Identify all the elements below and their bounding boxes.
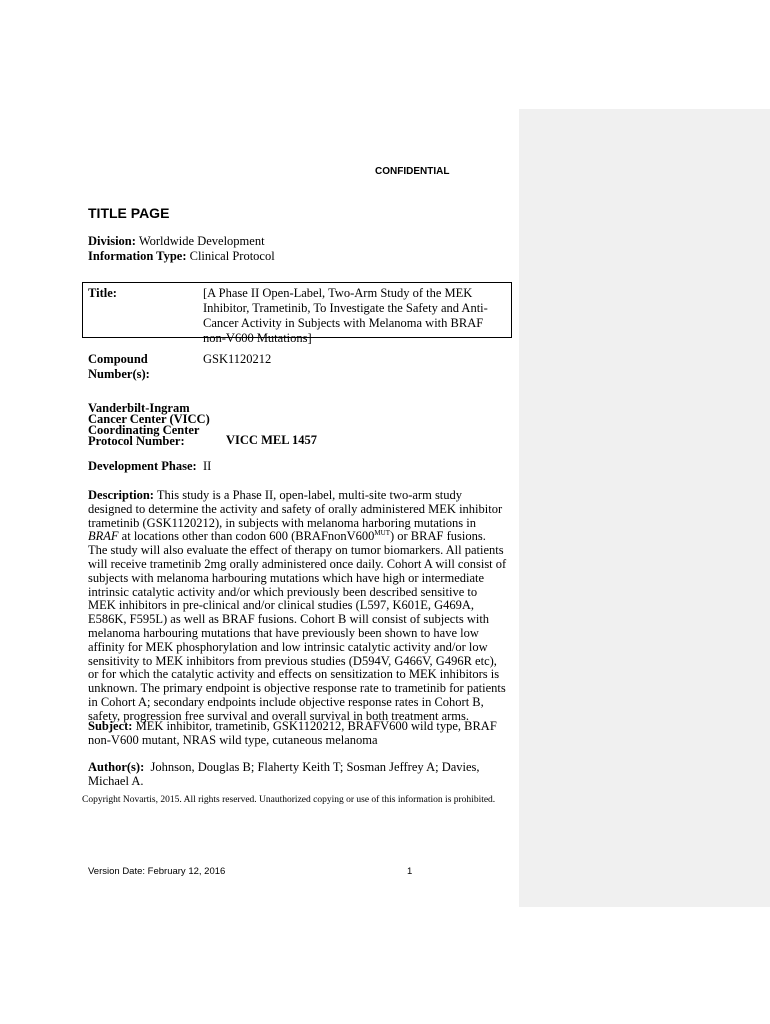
subject-value: MEK inhibitor, trametinib, GSK1120212, BRAFV600 wild type, BRAF non-V600 mutant, NRAS wild type, cutaneous melanoma [88, 719, 497, 747]
page-number: 1 [407, 866, 413, 877]
division-value: Worldwide Development [138, 234, 265, 248]
development-phase-label: Development Phase: [88, 459, 197, 473]
authors-paragraph [88, 761, 508, 789]
description-superscript: MUT [374, 529, 390, 538]
compound-value: GSK1120212 [203, 352, 272, 366]
information-type-value: Clinical Protocol [189, 249, 275, 263]
subject-paragraph [88, 720, 508, 748]
description-paragraph [88, 489, 508, 724]
description-label: Description: [88, 488, 154, 502]
comment-pane [519, 109, 770, 907]
version-date: Version Date: February 12, 2016 [88, 866, 226, 877]
page-title: TITLE PAGE [88, 205, 170, 221]
division-line [88, 234, 265, 249]
protocol-number-value: VICC MEL 1457 [226, 433, 317, 447]
information-type-line [88, 249, 275, 264]
development-phase-value: II [203, 459, 212, 473]
description-text-1: This study is a Phase II, open-label, multi-site two-arm study designed to determine the activity and safety of orally administered MEK inhibitor trametinib (GSK1120212), in subjects with melanoma harboring mutations in [88, 488, 503, 530]
division-label: Division: [88, 234, 136, 248]
study-title: [A Phase II Open-Label, Two-Arm Study of the MEK Inhibitor, Trametinib, To Investigate the Safety and Anti-Cancer Activity in Subjects with Melanoma with BRAF non-V600 Mutations] [203, 286, 488, 345]
information-type-label: Information Type: [88, 249, 187, 263]
copyright-notice: Copyright Novartis, 2015. All rights reserved. Unauthorized copying or use of this information is prohibited. [82, 795, 496, 805]
compound-label: Compound Number(s): [88, 352, 150, 381]
title-label: Title: [88, 286, 117, 300]
description-text-2: at locations other than codon 600 (BRAFnonV600 [118, 529, 375, 544]
protocol-number-label: Vanderbilt-Ingram Cancer Center (VICC) Coordinating Center Protocol Number: [88, 401, 210, 448]
authors-label: Author(s): [88, 760, 145, 774]
description-gene-italic: BRAF [88, 529, 119, 544]
authors-value: Johnson, Douglas B; Flaherty Keith T; Sosman Jeffrey A; Davies, Michael A. [88, 760, 480, 788]
confidential-label: CONFIDENTIAL [375, 166, 450, 177]
description-text-3: ) or BRAF fusions. The study will also evaluate the effect of therapy on tumor biomarkers. All patients will receive trametinib 2mg orally administered once daily. Cohort A will consist of subjects with melanoma harbouring mutations which have high or intermediate intrinsic catalytic activity and/or which previously been described sensitive to MEK inhibitors in pre-clinical and/or clinical studies (L597, K601E, G469A, E586K, F595L) as well as BRAF fusions. Cohort B will consist of subjects with melanoma harbouring mutations that have previously been shown to have low affinity for MEK phosphorylation and low intrinsic catalytic activity and/or low sensitivity to MEK inhibitors from previous studies (D594V, G466V, G496R etc), or for which the catalytic activity and effects on sensitization to MEK inhibitors is unknown. The primary endpoint is objective response rate to trametinib for patients in Cohort A; secondary endpoints include objective response rates in Cohort B, safety, progression free survival and overall survival in both treatment arms. [88, 529, 507, 723]
subject-label: Subject: [88, 719, 133, 733]
